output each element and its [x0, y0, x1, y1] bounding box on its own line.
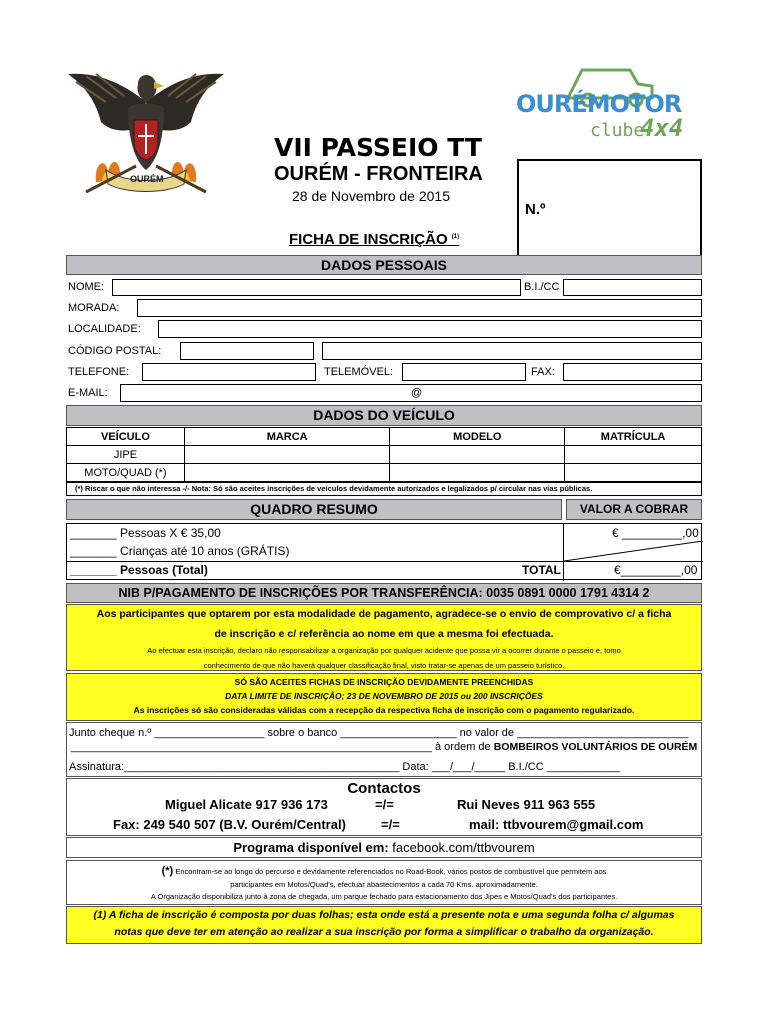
cheque-box: [66, 722, 702, 777]
program-link[interactable]: facebook.com/ttbvourem: [392, 840, 535, 855]
disclaimer-line1: Ao efectuar esta inscrição, declaro não responsabilizar a organização por qualquer acidente que possa vir a ocorrer durante o passeio e, tomo: [147, 646, 621, 655]
disclaimer-line2: conhecimento de que não haverá qualquer classificação final, visto tratar-se apenas de um passeio turístico.: [203, 661, 565, 670]
bi-field[interactable]: [563, 279, 702, 296]
vehicle-section-header: DADOS DO VEÍCULO: [66, 405, 702, 426]
summary-total-label: TOTAL: [522, 563, 561, 577]
event-title: VII PASSEIO TT: [274, 133, 482, 162]
plate-cell[interactable]: [565, 446, 702, 464]
club-logo: [512, 62, 702, 158]
final-note-line1: (1) A ficha de inscrição é composta por duas folhas; esta onde está a presente nota e uma segunda folha c/ algumas: [93, 909, 675, 921]
vehicle-type-moto: MOTO/QUAD (*): [67, 464, 185, 482]
payment-notice-line1: Aos participantes que optarem por esta modalidade de pagamento, agradece-se o envio de comprovativo c/ a ficha: [96, 608, 672, 620]
summary-line-children: _______ Crianças até 10 anos (GRÁTIS): [70, 544, 290, 558]
col-plate: MATRÍCULA: [565, 428, 702, 446]
contact-rui: Rui Neves 911 963 555: [457, 797, 596, 812]
email-label: E-MAIL:: [68, 387, 108, 399]
logo-4x4: 4x4: [640, 114, 684, 142]
eagle-emblem: [66, 62, 226, 198]
program-label: Programa disponível em:: [233, 840, 389, 855]
name-label: NOME:: [68, 281, 105, 293]
program-bar: [66, 837, 702, 858]
summary-value-people[interactable]: € _________,00: [612, 526, 699, 540]
deadline-line2: DATA LIMITE DE INSCRIÇÃO; 23 DE NOVEMBRO DE 2015 ou 200 INSCRIÇÕES: [225, 691, 543, 701]
signature-line[interactable]: Assinatura:_____________________________________________ Data: ___/___/_____ B.I./CC ____________: [69, 761, 621, 773]
vehicle-row-jeep: [67, 446, 702, 464]
emblem-banner-text: OURÉM: [130, 174, 164, 184]
contacts-box: [66, 778, 702, 836]
event-date: 28 de Novembro de 2015: [292, 188, 450, 204]
email-at-sign: @: [411, 387, 423, 399]
contacts-title: Contactos: [347, 780, 421, 797]
phone-label: TELEFONE:: [68, 366, 130, 378]
deadline-line1: SÓ SÃO ACEITES FICHAS DE INSCRIÇÃO DEVIDAMENTE PREENCHIDAS: [234, 677, 534, 687]
vehicle-table-header: [67, 428, 702, 446]
cheque-line2[interactable]: ___________________________________________________________ à ordem de BOMBEIROS VOLUNTÁRIOS DE OURÉM: [71, 741, 698, 753]
deadline-line3: As inscrições só são consideradas válidas com a recepção da respectiva ficha de inscrição com o pagamento regularizado.: [133, 705, 635, 715]
logo-ouremotor: OURÉMOTOR: [516, 90, 682, 118]
form-title: FICHA DE INSCRIÇÃO $^{(1)}$: [289, 231, 460, 248]
event-subtitle: OURÉM - FRONTEIRA: [274, 163, 483, 185]
fuel-note-line3: A Organização disponibiliza junto à zona de chegada, um parque fechado para estacionamento dos Jipes e Motos/Quad's dos participantes.: [150, 892, 618, 901]
personal-section-header: DADOS PESSOAIS: [66, 255, 702, 275]
payment-notice-line2: de inscrição e c/ referência ao nome em que a mesma foi efectuada.: [214, 628, 554, 640]
contact-sep-2: =/=: [381, 817, 400, 832]
locality-field[interactable]: [158, 320, 702, 338]
mobile-field[interactable]: [402, 363, 526, 381]
postal-locality-field[interactable]: [322, 342, 702, 360]
fax-label: FAX:: [531, 366, 555, 378]
mobile-label: TELEMÓVEL:: [324, 366, 394, 378]
name-field[interactable]: [112, 279, 521, 296]
deadline-box: [66, 673, 702, 721]
final-note-box: [66, 906, 702, 944]
col-model: MODELO: [390, 428, 565, 446]
postal-code-label: CÓDIGO POSTAL:: [68, 345, 162, 357]
model-cell[interactable]: [390, 446, 565, 464]
model-cell[interactable]: [390, 464, 565, 482]
contact-email[interactable]: mail: ttbvourem@gmail.com: [469, 817, 644, 832]
email-field[interactable]: [120, 384, 702, 402]
contact-miguel: Miguel Alicate 917 936 173: [165, 797, 328, 812]
summary-diagonal: [564, 541, 703, 561]
bi-label: B.I./CC: [524, 281, 560, 293]
fuel-note-line2: participantes em Motos/Quad's, efectuar abastecimentos a cada 70 Kms. aproximadamente.: [230, 880, 538, 889]
vehicle-table: [66, 427, 702, 482]
contact-sep-1: =/=: [375, 797, 394, 812]
col-brand: MARCA: [184, 428, 390, 446]
summary-line-total: _______ Pessoas (Total): [70, 563, 208, 577]
postal-code-field[interactable]: [180, 342, 314, 360]
summary-value-total[interactable]: €_________,00: [614, 563, 698, 577]
cheque-line1[interactable]: Junto cheque n.º __________________ sobre o banco ___________________ no valor de ____________________________: [69, 727, 689, 739]
vehicle-note: (*) Riscar o que não interessa -/- Nota: Só são aceites inscrições de veículos devidamente autorizados e legalizados p/ circular nas vias públicas.: [66, 482, 702, 496]
plate-cell[interactable]: [565, 464, 702, 482]
vehicle-type-jeep: JIPE: [67, 446, 185, 464]
fuel-note-line1: Encontram-se ao longo do percurso e devidamente referenciados no Road-Book, vários postos de combustível que permitem aos: [175, 867, 607, 876]
value-header: VALOR A COBRAR: [566, 499, 702, 520]
summary-line-people: _______ Pessoas X € 35,00: [70, 526, 221, 540]
number-label: N.º: [525, 201, 546, 218]
final-note-line2: notas que deve ter em atenção ao realizar a sua inscrição por forma a simplificar o trabalho da organização.: [114, 926, 654, 938]
summary-header: QUADRO RESUMO: [66, 499, 562, 520]
logo-clube: clube: [590, 120, 645, 141]
brand-cell[interactable]: [184, 446, 390, 464]
address-label: MORADA:: [68, 302, 120, 314]
vehicle-row-moto: [67, 464, 702, 482]
phone-field[interactable]: [142, 363, 316, 381]
nib-bar: NIB P/PAGAMENTO DE INSCRIÇÕES POR TRANSFERÊNCIA: 0035 0891 0000 1791 4314 2: [66, 583, 702, 603]
contact-fax: Fax: 249 540 507 (B.V. Ourém/Central): [113, 817, 346, 832]
registration-number-box[interactable]: [517, 159, 702, 257]
payment-notice-box: [66, 604, 702, 671]
address-field[interactable]: [137, 299, 702, 317]
cheque-payee: BOMBEIROS VOLUNTÁRIOS DE OURÉM: [493, 741, 698, 753]
col-vehicle: VEÍCULO: [67, 428, 185, 446]
fuel-note-box: [66, 860, 702, 905]
fuel-note-mark: (*): [161, 865, 174, 877]
locality-label: LOCALIDADE:: [68, 323, 141, 335]
form-title-footnote: (1): [451, 234, 460, 240]
brand-cell[interactable]: [184, 464, 390, 482]
fax-field[interactable]: [563, 363, 702, 381]
